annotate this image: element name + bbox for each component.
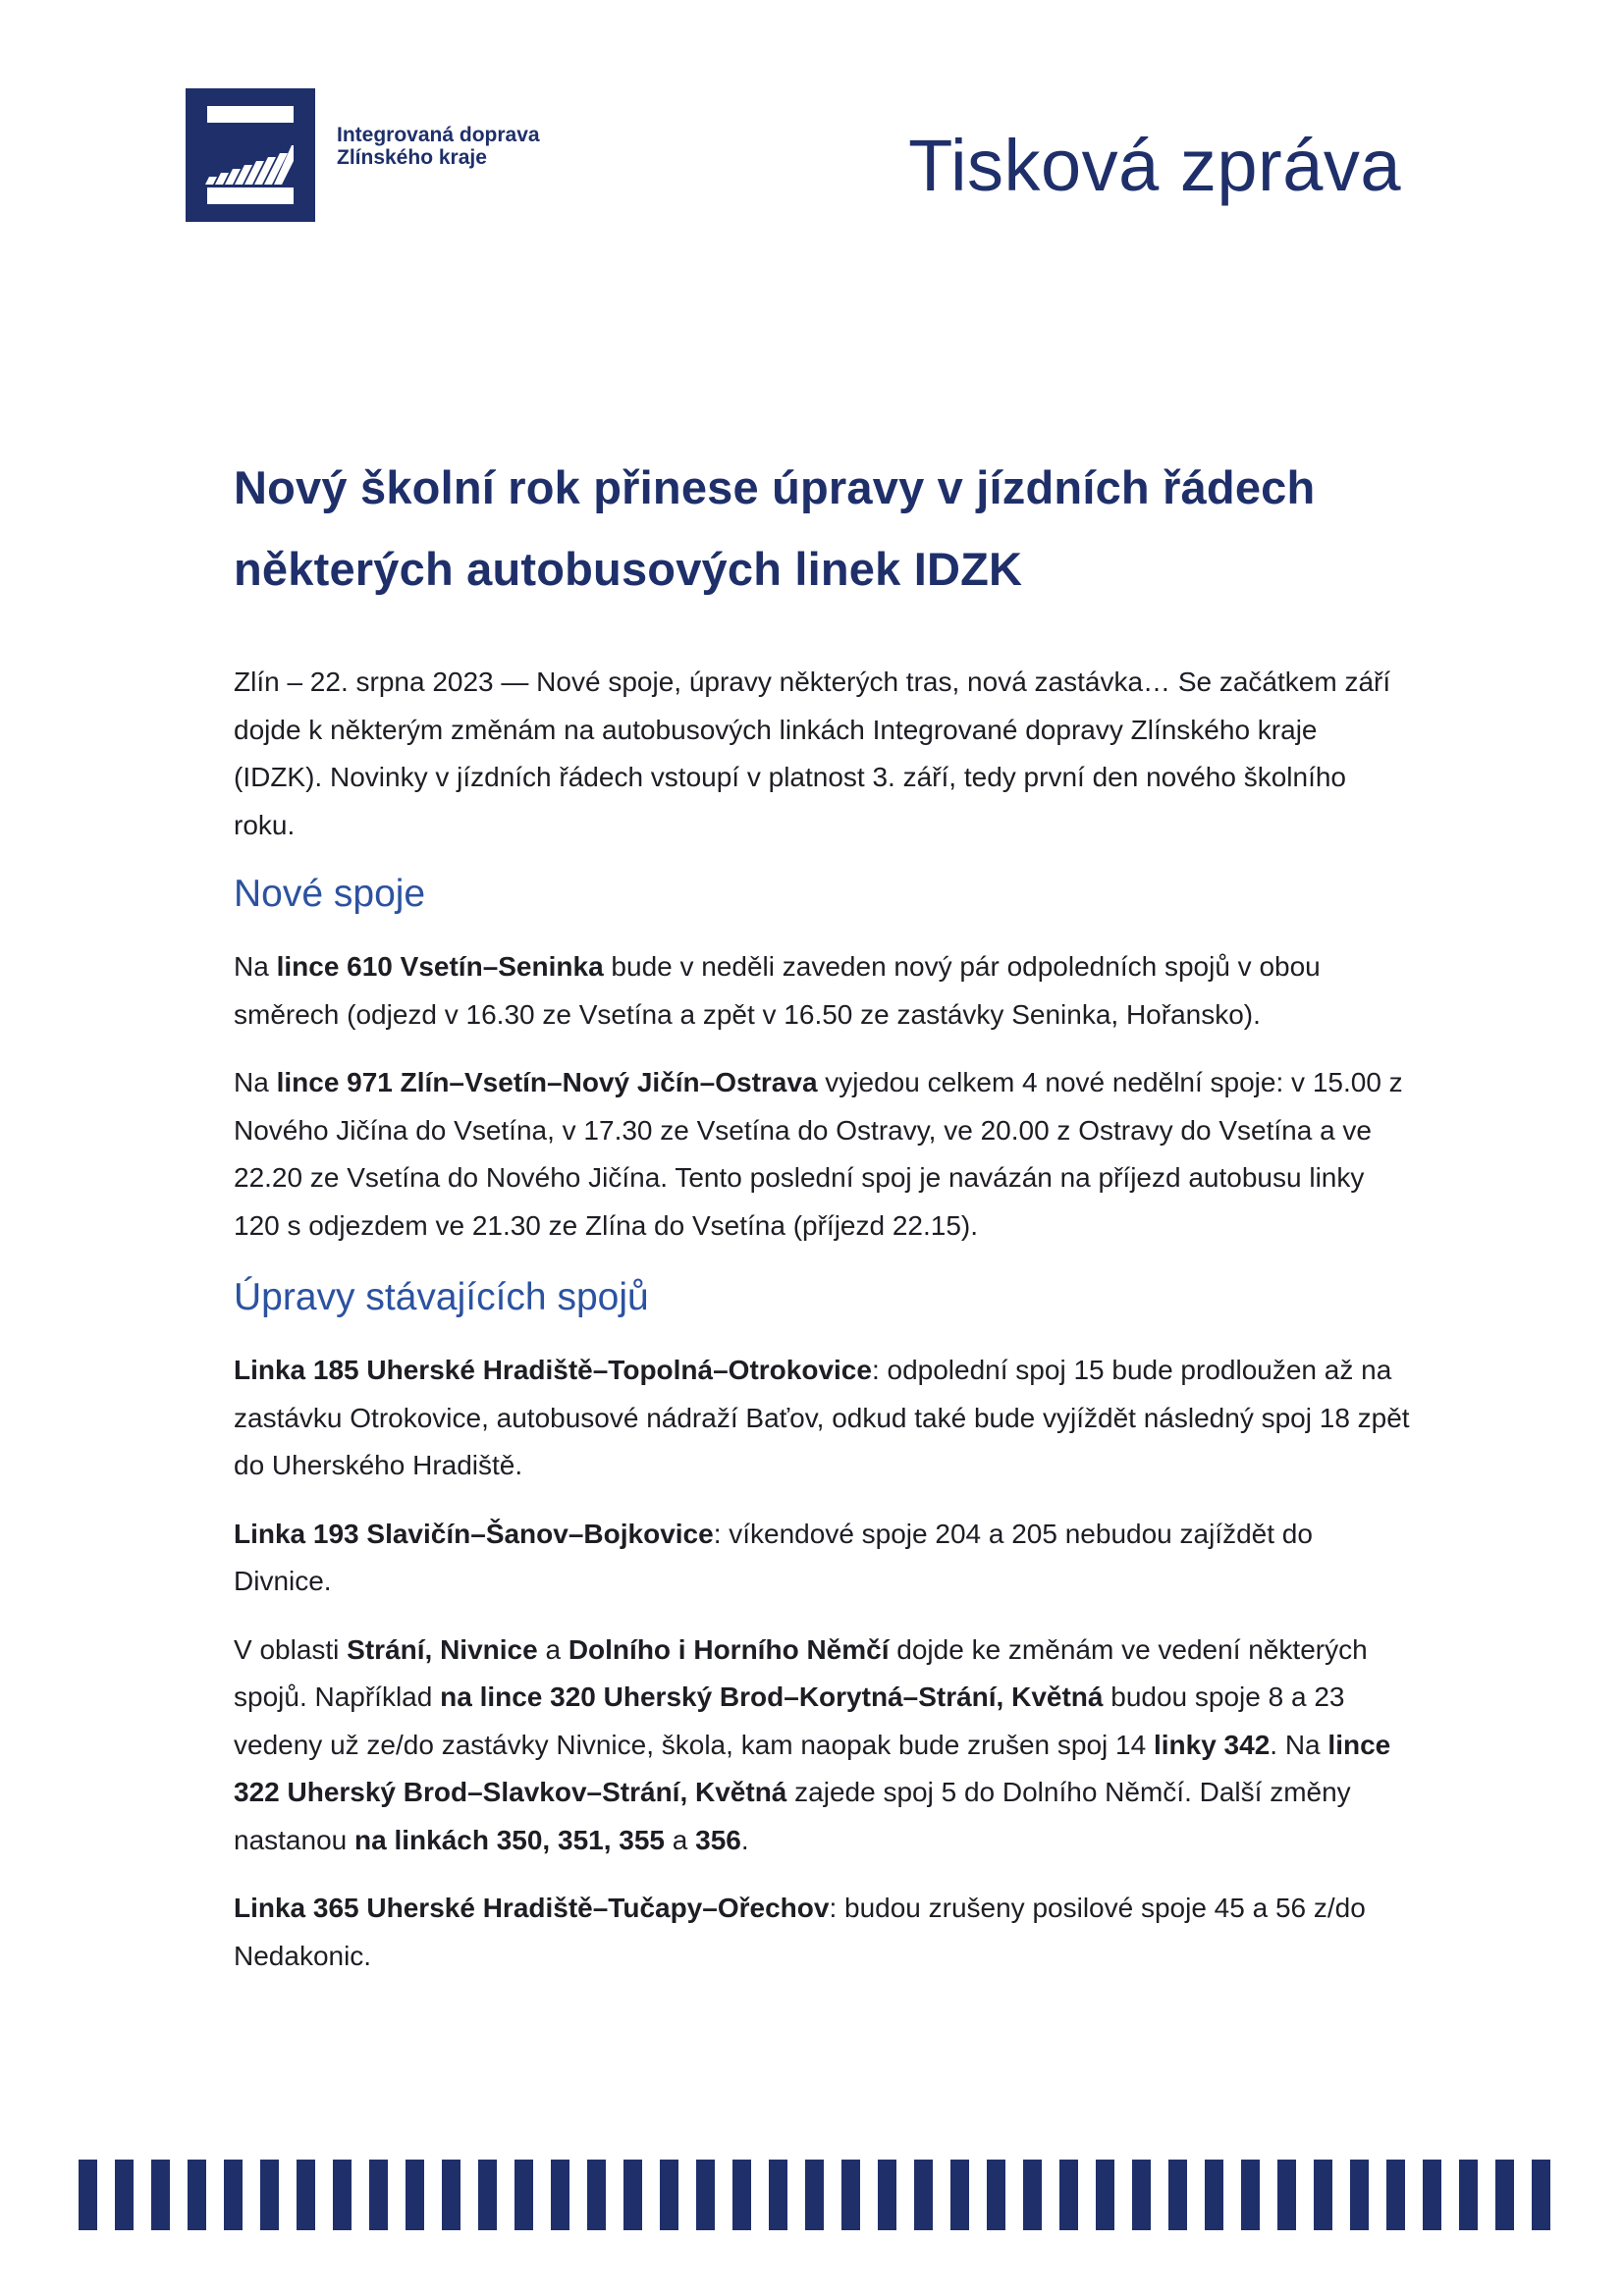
article-title (234, 447, 1412, 610)
idzk-logo-mark (186, 88, 315, 222)
article-body (234, 447, 1412, 2001)
section-heading-existing-changes: Úpravy stávajících spojů (234, 1276, 649, 1318)
article-title-line-1: Nový školní rok přinese úpravy v jízdních řádech (234, 461, 1316, 513)
logo-line-1: Integrovaná doprava (337, 124, 540, 146)
document-type-title: Tisková zpráva (908, 125, 1401, 206)
paragraph-line-185: Linka 185 Uherské Hradiště–Topolná–Otrokovice: odpolední spoj 15 bude prodloužen až na zastávku Otrokovice, autobusové nádraží Baťov, odkud také bude vyjíždět následný spoj 18 zpět do Uherského Hradiště. (234, 1355, 1410, 1480)
idzk-logo (186, 88, 315, 222)
intro-paragraph: Zlín – 22. srpna 2023 — Nové spoje, úpravy některých tras, nová zastávka… Se začátkem září dojde k některým změnám na autobusových linkách Integrované dopravy Zlínského kraje (IDZK). Novinky v jízdních řádech vstoupí v platnost 3. září, tedy první den nového školního roku. (234, 667, 1391, 840)
paragraph-line-193: Linka 193 Slavičín–Šanov–Bojkovice: víkendové spoje 204 a 205 nebudou zajíždět do Divnice. (234, 1518, 1313, 1596)
paragraph-strani-area: V oblasti Strání, Nivnice a Dolního i Horního Němčí dojde ke změnám ve vedení některých spojů. Například na lince 320 Uherský Brod–Korytná–Strání, Květná budou spoje 8 a 23 vedeny už ze/do zastávky Nivnice, škola, kam naopak bude zrušen spoj 14 linky 342. Na lince 322 Uherský Brod–Slavkov–Strání, Květná zajede spoj 5 do Dolního Němčí. Další změny nastanou na linkách 350, 351, 355 a 356. (234, 1633, 1391, 1855)
paragraph-line-971: Na lince 971 Zlín–Vsetín–Nový Jičín–Ostrava vyjedou celkem 4 nové nedělní spoje: v 15.00 z Nového Jičína do Vsetína, v 17.30 ze Vsetína do Ostravy, ve 20.00 z Ostravy do Vsetína a ve 22.20 ze Vsetína do Nového Jičína. Tento poslední spoj je navázán na příjezd autobusu linky 120 s odjezdem ve 21.30 ze Zlína do Vsetína (příjezd 22.15). (234, 1067, 1403, 1241)
article-title-line-2: některých autobusových linek IDZK (234, 543, 1023, 595)
paragraph-line-365: Linka 365 Uherské Hradiště–Tučapy–Ořechov: budou zrušeny posilové spoje 45 a 56 z/do Nedakonic. (234, 1893, 1366, 1971)
paragraph-line-610: Na lince 610 Vsetín–Seninka bude v neděli zaveden nový pár odpoledních spojů v obou směrech (odjezd v 16.30 ze Vsetína a zpět v 16.50 ze zastávky Seninka, Hořansko). (234, 951, 1321, 1030)
logo-wordmark (337, 124, 540, 169)
logo-line-2: Zlínského kraje (337, 146, 487, 169)
footer-stripe-decoration (79, 2160, 1561, 2230)
section-heading-new-connections: Nové spoje (234, 873, 426, 915)
